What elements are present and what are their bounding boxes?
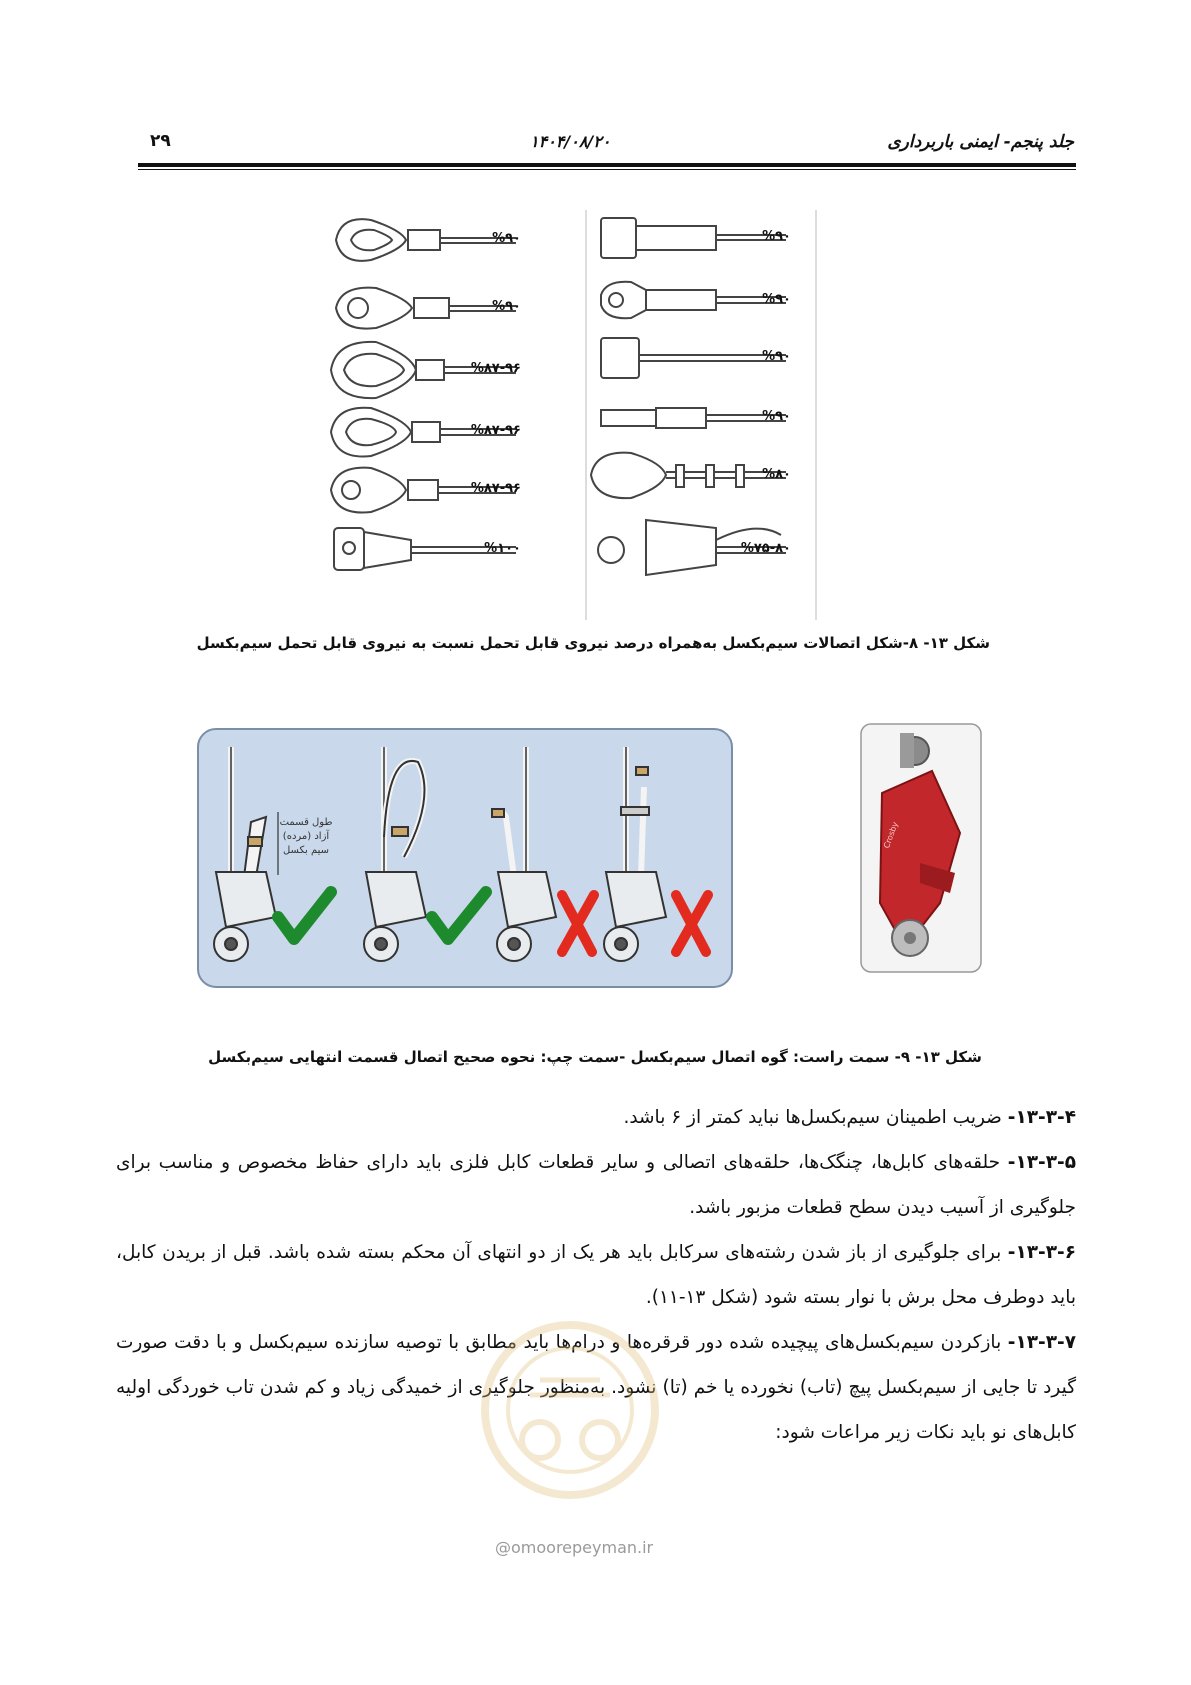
clause-number: ۱۳-۳-۵- <box>1007 1152 1076 1173</box>
inset-label-line-1: طول قسمت <box>279 817 333 828</box>
paragraph-text: برای جلوگیری از باز شدن رشته‌های سرکابل باید هر یک از دو انتهای آن محکم بسته شده باشد. قبل از بریدن کابل، باید دوطرف محل برش با نوار بسته شود (شکل ۱۳-۱۱). <box>116 1242 1076 1308</box>
left-label-4: %۸۷-۹۶ <box>470 423 521 438</box>
right-label-1: %۹۰ <box>762 229 791 244</box>
paragraph-text: بازکردن سیم‌بکسل‌های پیچیده شده دور قرقره‌ها و درام‌ها باید مطابق با توصیه سازنده سیم‌بکسل و با دقت صورت گیرد تا جایی از سیم‌بکسل پیچ (تاب) نخورده یا خم (تا) نشود. به‌منظور جلوگیری از خمیدگی زیاد و کم شدن تاب خوردگی اولیه کابل‌های نو باید نکات زیر مراعات شود: <box>116 1332 1076 1443</box>
right-label-4: %۹۰ <box>762 409 791 424</box>
figure2-caption: شکل ۱۳- ۹- سمت راست: گوه اتصال سیم‌بکسل -سمت چپ: نحوه صحیح اتصال قسمت انتهایی سیم‌بکسل <box>208 1048 982 1066</box>
clause-number: ۱۳-۳-۷- <box>1007 1332 1076 1353</box>
paragraph <box>116 1095 1076 1140</box>
left-label-3: %۸۷-۹۶ <box>470 361 521 376</box>
right-label-2: %۹۰ <box>762 292 791 307</box>
paragraph-text: ضریب اطمینان سیم‌بکسل‌ها نباید کمتر از ۶ باشد. <box>623 1107 1008 1128</box>
left-label-5: %۸۷-۹۶ <box>470 481 521 496</box>
brand-text: Crosby <box>881 820 900 850</box>
right-label-6: %۷۵-۸۰ <box>740 541 791 556</box>
paragraph-text: حلقه‌های کابل‌ها، چنگک‌ها، حلقه‌های اتصالی و سایر قطعات کابل فلزی باید دارای حفاظ مخصوص و مناسب برای جلوگیری از آسیب دیدن سطح قطعات مزبور باشد. <box>116 1152 1076 1218</box>
header-date: ۱۴۰۴/۰۸/۲۰ <box>530 132 611 151</box>
paragraph <box>116 1140 1076 1230</box>
wedge-socket-termination-figure <box>196 727 734 989</box>
right-label-5: %۸۰ <box>762 467 791 482</box>
header-rule <box>138 163 1076 167</box>
wire-rope-fittings-figure <box>316 210 892 620</box>
watermark-url: @omoorepeyman.ir <box>495 1538 654 1557</box>
clause-number: ۱۳-۳-۴- <box>1007 1107 1076 1128</box>
left-label-1: %۹۰ <box>492 231 521 246</box>
inset-label-line-3: سیم بکسل <box>282 845 330 856</box>
clause-number: ۱۳-۳-۶- <box>1007 1242 1076 1263</box>
right-label-3: %۹۰ <box>762 349 791 364</box>
inset-label-line-2: آزاد (مرده) <box>282 831 330 842</box>
figure1-caption: شکل ۱۳- ۸-شکل اتصالات سیم‌بکسل به‌همراه درصد نیروی قابل تحمل نسبت به نیروی قابل تحمل سیم‌بکسل <box>196 634 990 652</box>
left-label-6: %۱۰۰ <box>484 541 521 556</box>
watermark-seal-icon <box>470 1300 670 1530</box>
page-number: ۲۹ <box>150 131 171 151</box>
wedge-socket-photo <box>860 723 982 973</box>
running-header-title: جلد پنجم- ایمنی باربرداری <box>887 132 1074 152</box>
left-label-2: %۹۰ <box>492 299 521 314</box>
header-rule-thin <box>138 169 1076 170</box>
